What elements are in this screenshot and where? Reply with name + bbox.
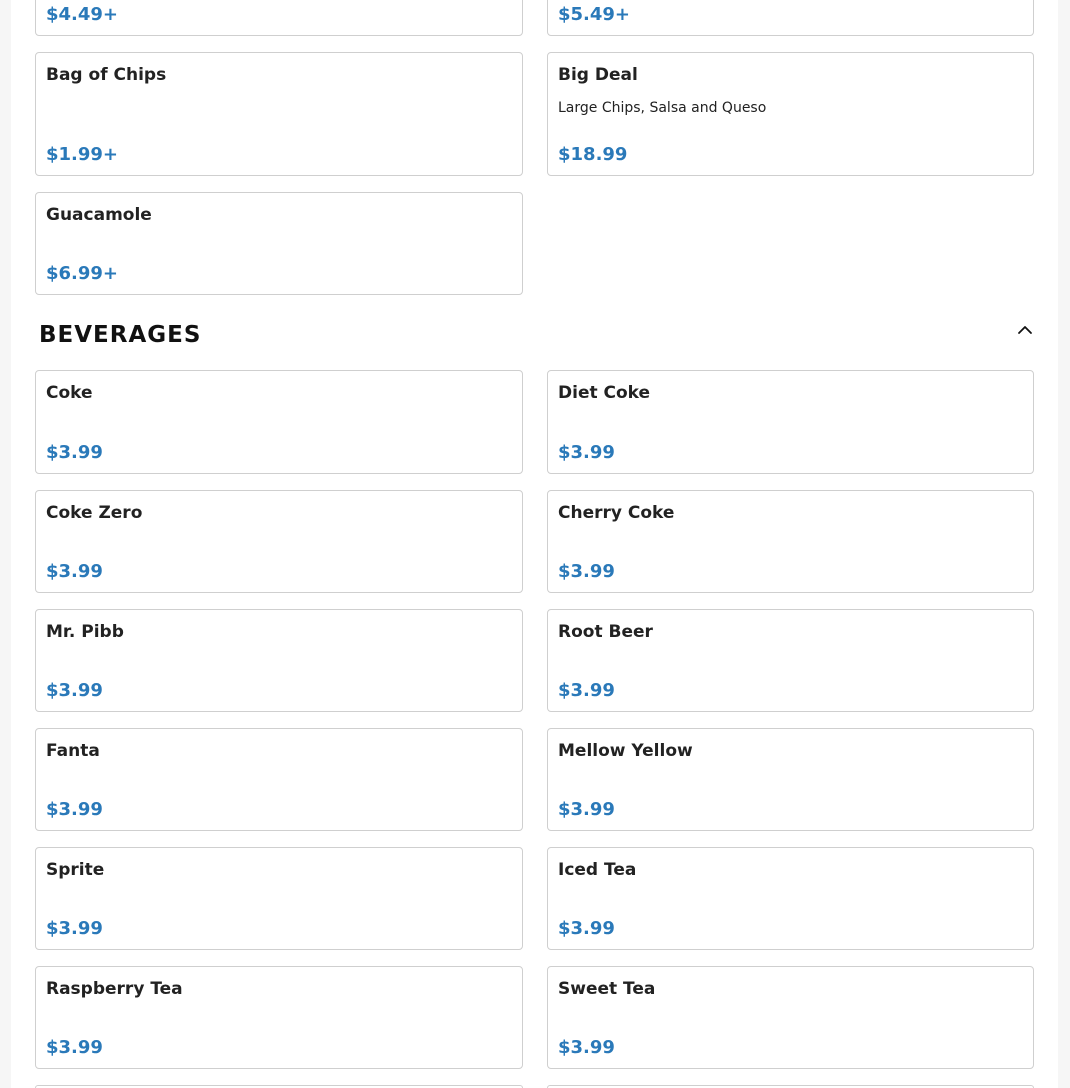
- menu-item-card[interactable]: [35, 847, 523, 950]
- menu-item-card[interactable]: [35, 192, 523, 295]
- item-price: $3.99: [46, 1037, 103, 1058]
- item-price: $3.99: [558, 1037, 615, 1058]
- item-name: Coke Zero: [46, 503, 143, 523]
- item-price: $6.99+: [46, 263, 119, 284]
- chevron-up-icon: [1017, 322, 1033, 338]
- item-name: Sweet Tea: [558, 979, 656, 999]
- item-price: $3.99: [46, 799, 103, 820]
- item-price: $3.99: [46, 680, 103, 701]
- menu-item-card[interactable]: [547, 52, 1034, 176]
- item-price: $5.49+: [558, 4, 631, 25]
- item-price: $3.99: [558, 442, 615, 463]
- item-price: $3.99: [46, 442, 103, 463]
- item-name: Fanta: [46, 741, 100, 761]
- item-price: $18.99: [558, 144, 628, 165]
- item-price: $3.99: [558, 799, 615, 820]
- menu-item-card[interactable]: [547, 370, 1034, 474]
- item-name: Mellow Yellow: [558, 741, 693, 761]
- item-name: Cherry Coke: [558, 503, 675, 523]
- menu-item-card[interactable]: [35, 0, 523, 36]
- item-name: Raspberry Tea: [46, 979, 183, 999]
- menu-item-card[interactable]: [35, 728, 523, 831]
- item-price: $3.99: [558, 918, 615, 939]
- item-price: $3.99: [558, 561, 615, 582]
- menu-item-card[interactable]: [35, 490, 523, 593]
- menu-item-card[interactable]: [35, 966, 523, 1069]
- menu-item-card[interactable]: [547, 847, 1034, 950]
- item-name: Iced Tea: [558, 860, 637, 880]
- item-name: Coke: [46, 383, 93, 403]
- section-collapse-button[interactable]: [1013, 318, 1037, 342]
- item-price: $3.99: [558, 680, 615, 701]
- item-name: Diet Coke: [558, 383, 651, 403]
- item-name: Mr. Pibb: [46, 622, 124, 642]
- item-name: Guacamole: [46, 205, 152, 225]
- item-description: Large Chips, Salsa and Queso: [558, 100, 767, 116]
- item-price: $1.99+: [46, 144, 119, 165]
- section-title-beverages: BEVERAGES: [39, 322, 202, 348]
- item-name: Bag of Chips: [46, 65, 167, 85]
- item-price: $4.49+: [46, 4, 119, 25]
- menu-item-card[interactable]: [547, 609, 1034, 712]
- menu-item-card[interactable]: [547, 728, 1034, 831]
- item-name: Big Deal: [558, 65, 638, 85]
- menu-item-card[interactable]: [35, 370, 523, 474]
- menu-item-card[interactable]: [547, 490, 1034, 593]
- item-name: Sprite: [46, 860, 105, 880]
- menu-item-card[interactable]: [547, 0, 1034, 36]
- item-price: $3.99: [46, 561, 103, 582]
- menu-item-card[interactable]: [547, 966, 1034, 1069]
- item-price: $3.99: [46, 918, 103, 939]
- menu-item-card[interactable]: [35, 609, 523, 712]
- item-name: Root Beer: [558, 622, 653, 642]
- menu-item-card[interactable]: [35, 52, 523, 176]
